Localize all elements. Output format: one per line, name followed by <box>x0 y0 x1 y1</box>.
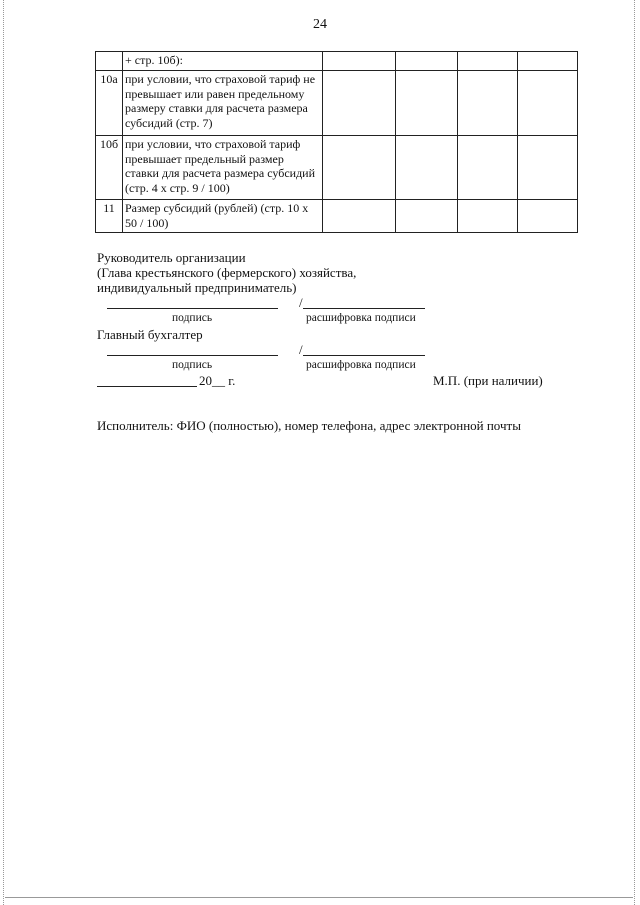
subsidy-table <box>95 51 578 233</box>
table-cell <box>518 200 578 233</box>
head-title-line3: индивидуальный предприниматель) <box>97 280 297 295</box>
executor-line: Исполнитель: ФИО (полностью), номер телефона, адрес электронной почты <box>97 418 521 433</box>
table-cell <box>458 200 518 233</box>
row-description: при условии, что страховой тариф превышает предельный размер ставки для расчета размера субсидий (стр. 4 х стр. 9 / 100) <box>123 136 323 200</box>
table-cell <box>518 136 578 200</box>
table-cell <box>396 52 458 71</box>
row-number <box>96 52 123 71</box>
head-title-line2: (Глава крестьянского (фермерского) хозяйства, <box>97 265 357 280</box>
table-cell <box>518 71 578 136</box>
table-cell <box>323 200 396 233</box>
row-number: 11 <box>96 200 123 233</box>
row-description: Размер субсидий (рублей) (стр. 10 х 50 / 100) <box>123 200 323 233</box>
accountant-signature-line <box>107 355 278 356</box>
signature-label: подпись <box>172 359 213 371</box>
row-number: 10б <box>96 136 123 200</box>
row-number: 10а <box>96 71 123 136</box>
stamp-place: М.П. (при наличии) <box>433 373 543 388</box>
table-cell <box>396 200 458 233</box>
date-line <box>97 386 197 387</box>
table-row <box>96 52 578 71</box>
chief-accountant-title: Главный бухгалтер <box>97 327 203 342</box>
head-title: Руководитель организации <box>97 250 246 265</box>
scan-edge-bottom <box>5 897 633 898</box>
table-cell <box>396 71 458 136</box>
table-row <box>96 136 578 200</box>
scan-edge-right <box>634 0 635 905</box>
accountant-decoding-line <box>303 355 425 356</box>
table-cell <box>518 52 578 71</box>
table-cell <box>458 136 518 200</box>
table-row <box>96 200 578 233</box>
table-cell <box>396 136 458 200</box>
table-cell <box>458 52 518 71</box>
signature-label: подпись <box>172 312 213 324</box>
head-decoding-line <box>303 308 425 309</box>
scan-edge-left <box>3 0 4 905</box>
slash-separator: / <box>299 295 303 310</box>
decoding-label: расшифровка подписи <box>306 312 416 324</box>
head-signature-line <box>107 308 278 309</box>
page-number: 24 <box>313 17 327 32</box>
slash-separator: / <box>299 342 303 357</box>
table-cell <box>323 136 396 200</box>
decoding-label: расшифровка подписи <box>306 359 416 371</box>
date-year: 20__ г. <box>199 373 236 388</box>
row-description: + стр. 10б): <box>123 52 323 71</box>
table-row <box>96 71 578 136</box>
table-cell <box>458 71 518 136</box>
table-cell <box>323 52 396 71</box>
table-cell <box>323 71 396 136</box>
row-description: при условии, что страховой тариф не превышает или равен предельному размеру ставки для расчета размера субсидий (стр. 7) <box>123 71 323 136</box>
